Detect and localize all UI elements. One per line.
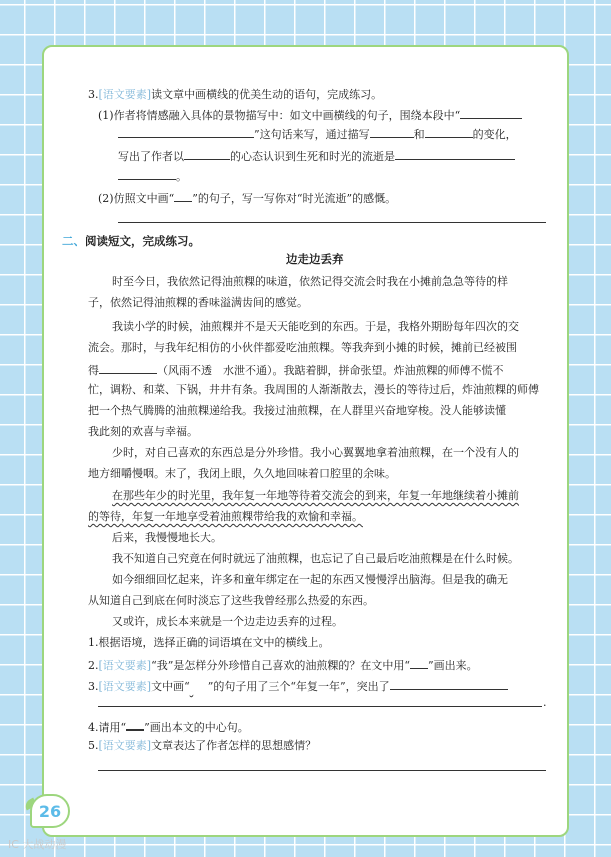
q3-tag: [语文要素] bbox=[98, 88, 152, 101]
article-line: 地方细嚼慢咽。末了，我闭上眼，久久地回味着口腔里的余味。 bbox=[88, 467, 396, 480]
answer-blank[interactable] bbox=[118, 126, 254, 138]
article-line: 把一个热气腾腾的油煎粿递给我。我接过油煎粿，在人群里兴奋地穿梭。没人能够读懂 bbox=[88, 404, 506, 417]
article-line: 少时，对自己喜欢的东西总是分外珍惜。我小心翼翼地拿着油煎粿，在一个没有人的 bbox=[112, 446, 519, 459]
q3-part1-line4: 。 bbox=[118, 168, 187, 184]
answer-line[interactable] bbox=[98, 770, 546, 771]
answer-blank[interactable] bbox=[460, 107, 522, 119]
article-line-underlined: 的等待，年复一年地享受着油煎粿带给我的欢愉和幸福。 bbox=[88, 510, 363, 523]
article-line-with-blank: 得 （风雨不透 水泄不通）。我踮着脚，拼命张望。炸油煎粿的师傅不慌不 bbox=[88, 364, 504, 377]
question-5: 5.[语文要素]文章表达了作者怎样的思想感情？ bbox=[88, 739, 317, 752]
answer-blank[interactable] bbox=[99, 362, 157, 374]
article-line: 我读小学的时候，油煎粿并不是天天能吃到的东西。于是，我格外期盼每年四次的交 bbox=[112, 320, 519, 333]
question-3: 3.[语文要素]文中画“ ”的句子用了三个“年复一年”，突出了 bbox=[88, 678, 508, 694]
page-number: 26 bbox=[38, 801, 62, 821]
page-number-badge bbox=[30, 794, 70, 828]
answer-blank[interactable] bbox=[390, 678, 508, 690]
wavy-sample bbox=[190, 680, 208, 694]
article-line: 从知道自己到底在何时淡忘了这些我曾经那么热爱的东西。 bbox=[88, 594, 374, 607]
article-title: 边走边丢弃 bbox=[286, 252, 344, 266]
q3-part1-line2: ”这句话来写，通过描写 和 的变化， bbox=[118, 126, 517, 142]
answer-blank[interactable] bbox=[118, 168, 176, 180]
underline-sample bbox=[174, 190, 192, 202]
article-line: 我此刻的欢喜与幸福。 bbox=[88, 425, 198, 438]
q3-heading: 3.[语文要素]读文章中画横线的优美生动的语句，完成练习。 bbox=[88, 88, 383, 101]
question-4: 4.请用“ ”画出本文的中心句。 bbox=[88, 718, 249, 735]
article-line-underlined: 在那些年少的时光里，我年复一年地等待着交流会的到来，年复一年地继续着小摊前 bbox=[112, 489, 519, 502]
question-2: 2.[语文要素]“我”是怎样分外珍惜自己喜欢的油煎粿的？在文中用“ ”画出来。 bbox=[88, 659, 478, 672]
q3-part2: (2)仿照文中画“ ”的句子，写一写你对“时光流逝”的感慨。 bbox=[98, 192, 397, 205]
article-line: 后来，我慢慢地长大。 bbox=[112, 531, 222, 544]
answer-line[interactable] bbox=[118, 222, 546, 223]
answer-blank[interactable] bbox=[184, 148, 230, 160]
article-line: 时至今日，我依然记得油煎粿的味道，依然记得交流会时我在小摊前急急等待的样 bbox=[112, 275, 508, 288]
watermark: IC 大战动漫 bbox=[8, 838, 67, 851]
article-line: 又或许，成长本来就是一个边走边丢弃的过程。 bbox=[112, 615, 343, 628]
underline-sample bbox=[410, 657, 428, 669]
answer-blank[interactable] bbox=[425, 126, 473, 138]
answer-blank[interactable] bbox=[395, 148, 515, 160]
article-line: 子，依然记得油煎粿的香味溢满齿间的感觉。 bbox=[88, 296, 308, 309]
answer-blank[interactable] bbox=[370, 126, 414, 138]
article-line: 流会。那时，与我年纪相仿的小伙伴都爱吃油煎粿。等我奔到小摊的时候，摊前已经被围 bbox=[88, 341, 517, 354]
section2-heading: 二、阅读短文，完成练习。 bbox=[62, 234, 200, 248]
answer-line-end: . bbox=[543, 696, 547, 709]
article-line: 如今细细回忆起来，许多和童年绑定在一起的东西又慢慢浮出脑海。但是我的确无 bbox=[112, 573, 508, 586]
question-1: 1.根据语境，选择正确的词语填在文中的横线上。 bbox=[88, 636, 330, 649]
underline-sample bbox=[126, 718, 144, 731]
q3-part1-line3: 写出了作者以 的心态认识到生死和时光的流逝是 bbox=[118, 148, 515, 164]
q3-part1-line1: (1)作者将情感融入具体的景物描写中：如文中画横线的句子，围绕本段中“ bbox=[98, 107, 522, 123]
answer-line[interactable] bbox=[98, 706, 542, 707]
article-line: 我不知道自己究竟在何时就远了油煎粿，也忘记了自己最后吃油煎粿是在什么时候。 bbox=[112, 552, 519, 565]
article-line: 忙，调粉、和菜、下锅，井井有条。我周围的人渐渐散去，漫长的等待过后，炸油煎粿的师傅 bbox=[88, 383, 539, 396]
